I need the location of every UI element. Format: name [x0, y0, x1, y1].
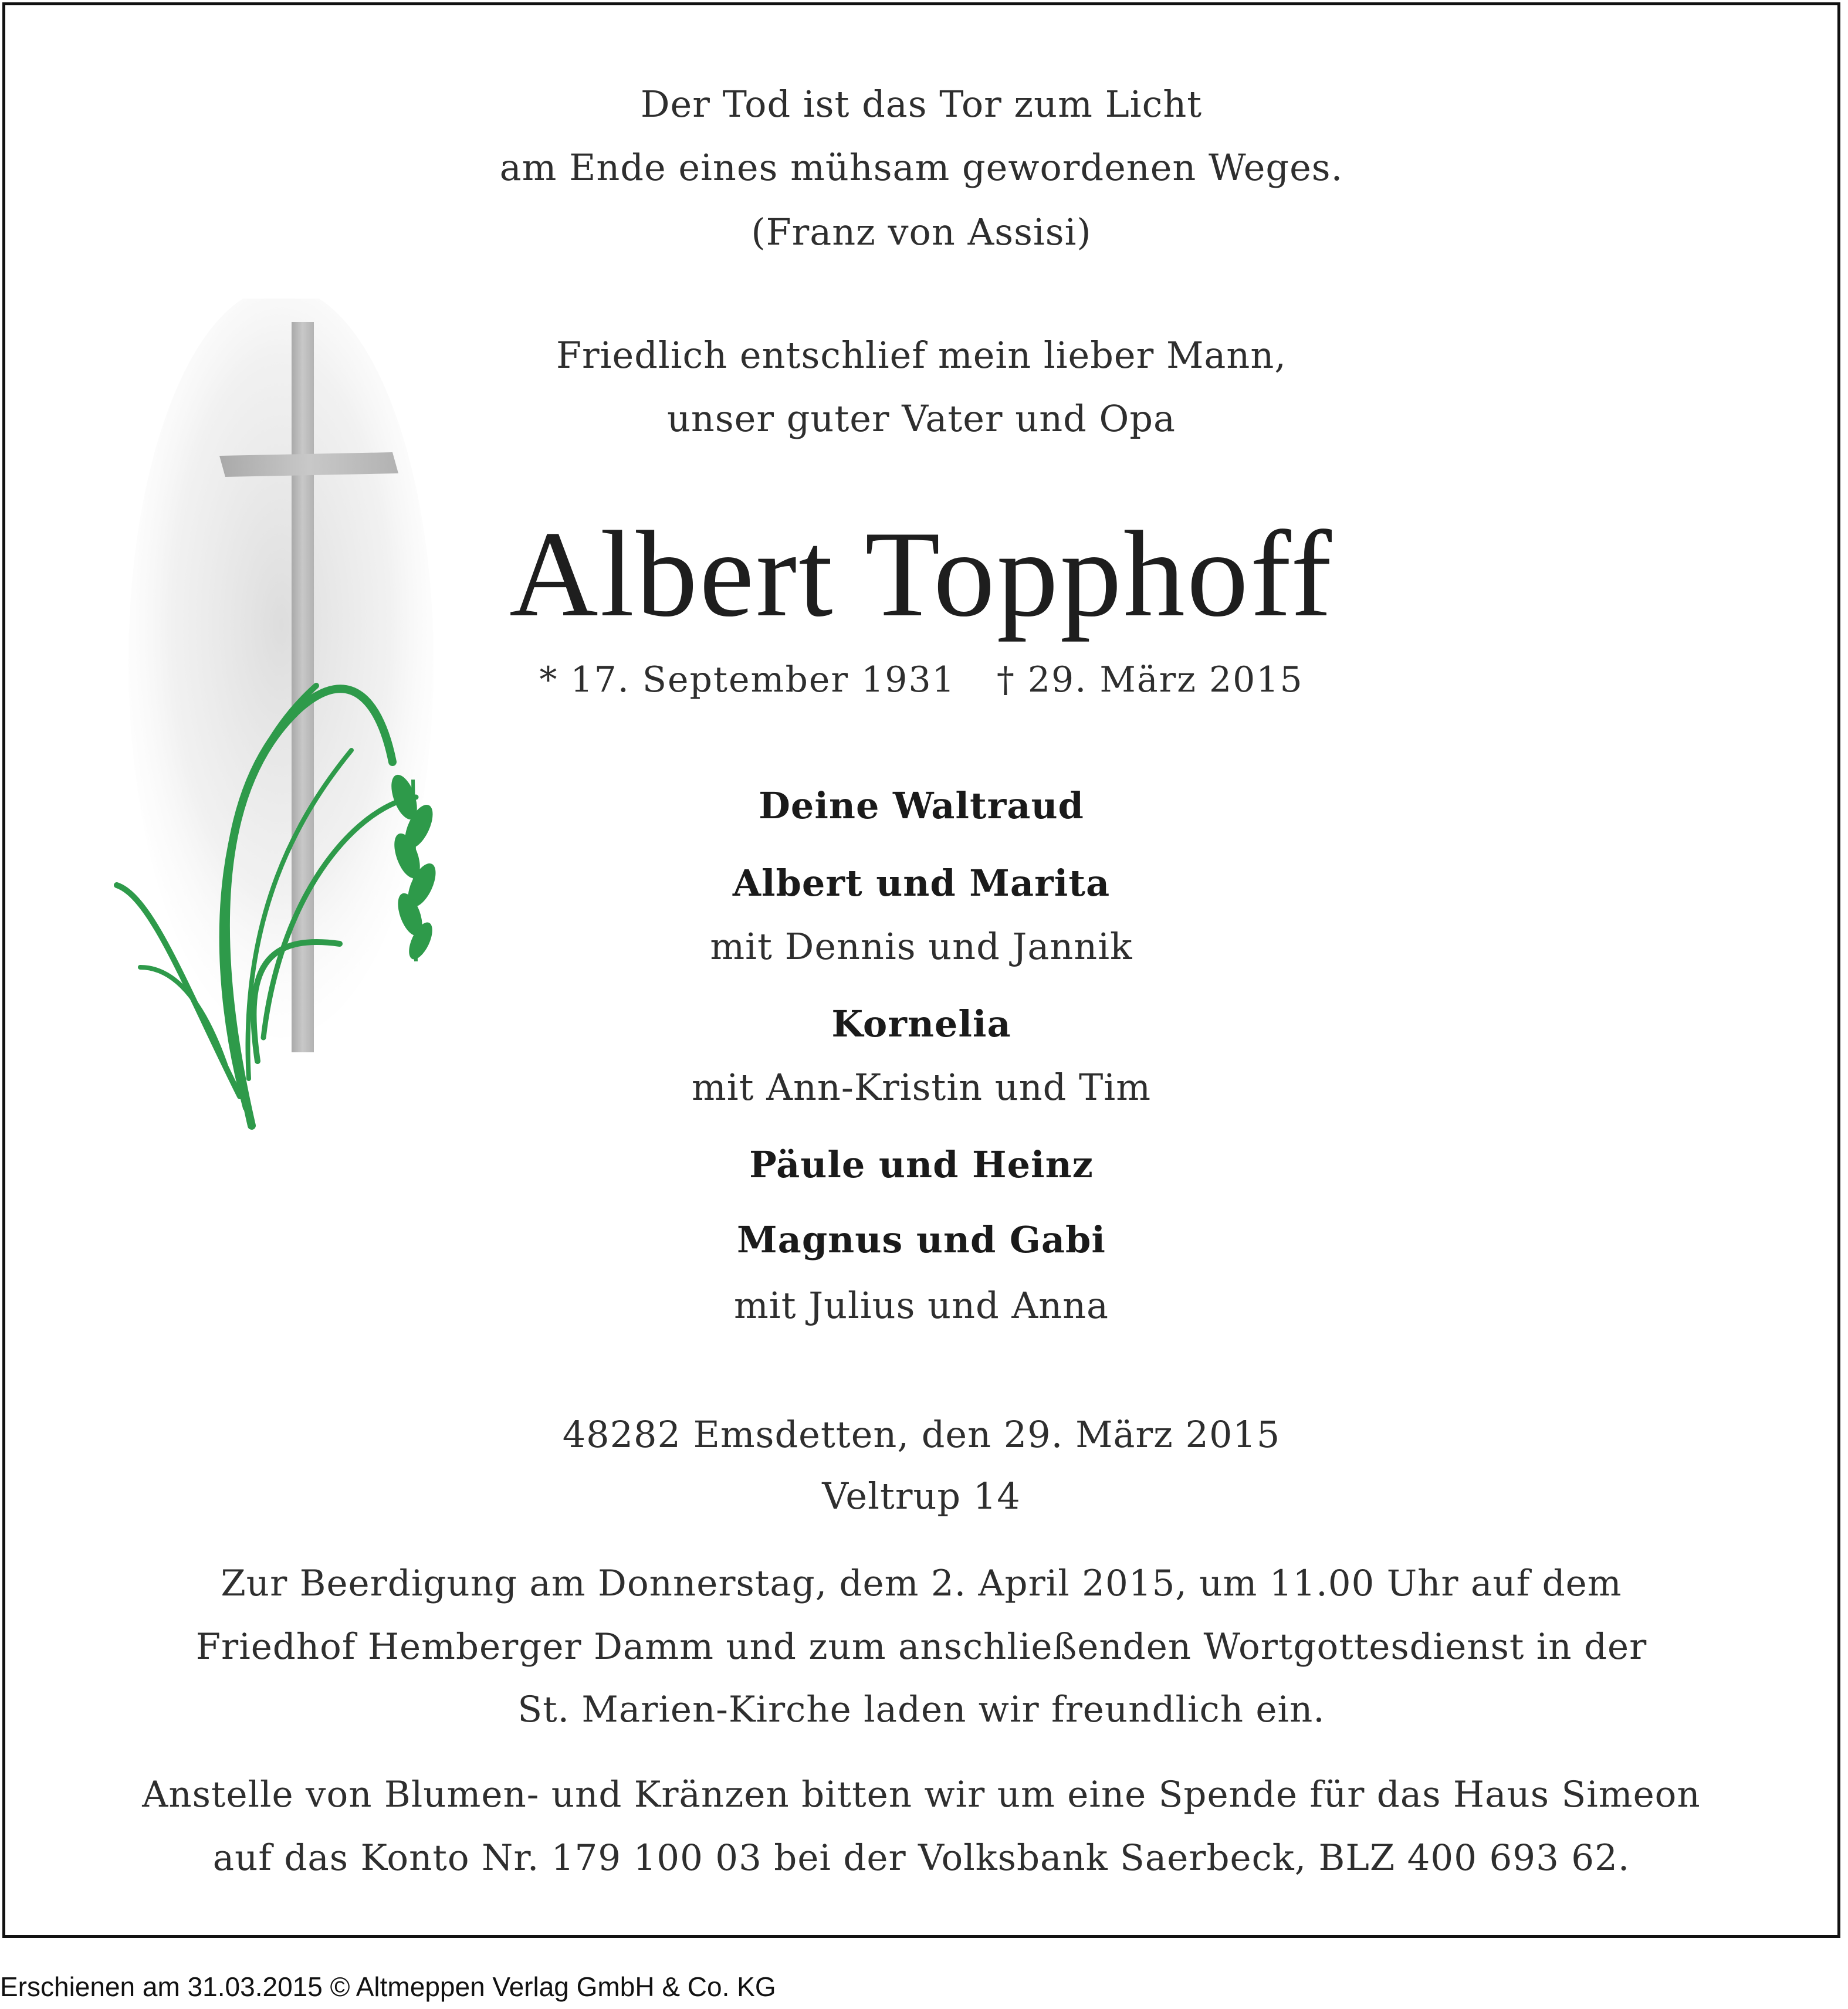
- intro-line-1: Friedlich entschlief mein lieber Mann,: [556, 334, 1287, 377]
- street-address: Veltrup 14: [822, 1475, 1021, 1517]
- publication-imprint: Erschienen am 31.03.2015 © Altmeppen Verlag GmbH & Co. KG: [0, 1971, 776, 2002]
- funeral-line-3: St. Marien-Kirche laden wir freundlich ein.: [517, 1689, 1325, 1730]
- mourner-5-children: mit Julius und Anna: [734, 1284, 1109, 1327]
- donation-line-2: auf das Konto Nr. 179 100 03 bei der Volksbank Saerbeck, BLZ 400 693 62.: [212, 1837, 1630, 1879]
- mourner-2: Albert und Marita: [732, 862, 1111, 904]
- obituary-notice: [2, 2, 1840, 1938]
- death-date: † 29. März 2015: [996, 659, 1304, 700]
- quote-line-1: Der Tod ist das Tor zum Licht: [640, 83, 1203, 126]
- quote-line-2: am Ende eines mühsam gewordenen Weges.: [499, 146, 1343, 189]
- deceased-name: Albert Topphoff: [509, 506, 1333, 642]
- quote-author: (Franz von Assisi): [751, 211, 1092, 253]
- intro-line-2: unser guter Vater und Opa: [666, 397, 1176, 440]
- birth-date: * 17. September 1931: [539, 659, 956, 700]
- mourner-1: Deine Waltraud: [759, 784, 1084, 827]
- donation-line-1: Anstelle von Blumen- und Kränzen bitten wir um eine Spende für das Haus Simeon: [142, 1774, 1701, 1815]
- mourner-5: Magnus und Gabi: [737, 1218, 1106, 1261]
- mourner-4: Päule und Heinz: [749, 1143, 1094, 1186]
- mourner-2-children: mit Dennis und Jannik: [710, 925, 1133, 968]
- funeral-line-2: Friedhof Hemberger Damm und zum anschließenden Wortgottesdienst in der: [195, 1626, 1647, 1668]
- funeral-line-1: Zur Beerdigung am Donnerstag, dem 2. April 2015, um 11.00 Uhr auf dem: [221, 1563, 1622, 1604]
- place-date: 48282 Emsdetten, den 29. März 2015: [562, 1413, 1281, 1456]
- mourner-3: Kornelia: [831, 1002, 1011, 1045]
- mourner-3-children: mit Ann-Kristin und Tim: [691, 1066, 1152, 1109]
- life-dates: [5, 659, 1837, 700]
